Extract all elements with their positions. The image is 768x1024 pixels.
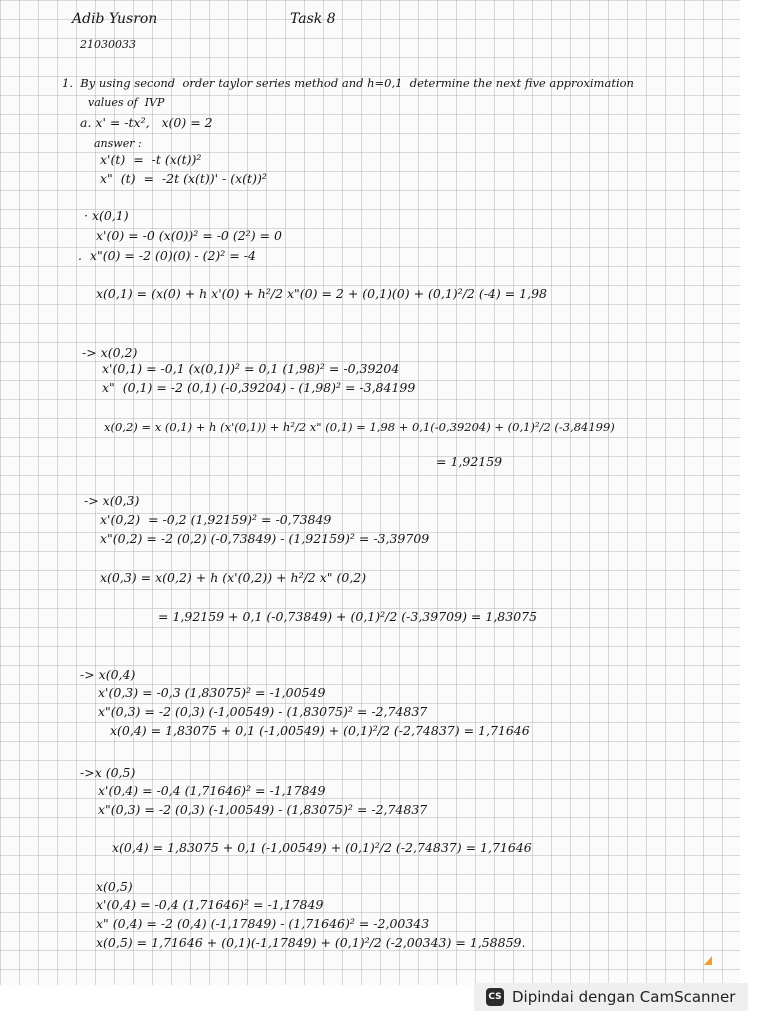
equation-line: x'(t) = -t (x(t))² bbox=[100, 152, 202, 167]
section-heading: · x(0,1) bbox=[84, 208, 129, 223]
equation-line: a. x' = -tx², x(0) = 2 bbox=[80, 115, 213, 130]
student-id: 21030033 bbox=[80, 38, 136, 51]
equation-line: x"(0,3) = -2 (0,3) (-1,00549) - (1,83075)² = -2,74837 bbox=[98, 704, 428, 719]
equation-line: x"(0,2) = -2 (0,2) (-0,73849) - (1,92159)² = -3,39709 bbox=[100, 531, 430, 546]
question-text: values of IVP bbox=[88, 96, 165, 109]
equation-line: x'(0,4) = -0,4 (1,71646)² = -1,17849 bbox=[98, 783, 326, 798]
watermark-label: Dipindai dengan CamScanner bbox=[512, 988, 736, 1006]
equation-line: x" (t) = -2t (x(t))' - (x(t))² bbox=[100, 171, 267, 186]
task-title: Task 8 bbox=[290, 11, 336, 27]
camscanner-icon: CS bbox=[486, 988, 504, 1006]
equation-line: x(0,4) = 1,83075 + 0,1 (-1,00549) + (0,1)²/2 (-2,74837) = 1,71646 bbox=[112, 840, 532, 855]
equation-line: x" (0,1) = -2 (0,1) (-0,39204) - (1,98)² = -3,84199 bbox=[102, 380, 416, 395]
equation-line: x(0,2) = x (0,1) + h (x'(0,1)) + h²/2 x" (0,1) = 1,98 + 0,1(-0,39204) + (0,1)²/2 (-3,84199) bbox=[104, 420, 615, 434]
author-name: Adib Yusron bbox=[72, 11, 158, 27]
section-heading: -> x(0,2) bbox=[82, 345, 138, 360]
equation-line: = 1,92159 + 0,1 (-0,73849) + (0,1)²/2 (-3,39709) = 1,83075 bbox=[158, 609, 538, 624]
equation-line: x" (0,4) = -2 (0,4) (-1,17849) - (1,71646)² = -2,00343 bbox=[96, 916, 430, 931]
equation-line: x'(0,4) = -0,4 (1,71646)² = -1,17849 bbox=[96, 897, 324, 912]
equation-line: x"(0,3) = -2 (0,3) (-1,00549) - (1,83075)² = -2,74837 bbox=[98, 802, 428, 817]
equation-line: . x"(0) = -2 (0)(0) - (2)² = -4 bbox=[78, 248, 256, 263]
question-text: 1. By using second order taylor series method and h=0,1 determine the next five approximation bbox=[62, 76, 634, 90]
section-heading: -> x(0,3) bbox=[84, 493, 140, 508]
equation-line: x(0,5) = 1,71646 + (0,1)(-1,17849) + (0,1)²/2 (-2,00343) = 1,58859. bbox=[96, 935, 526, 950]
equation-line: x'(0,3) = -0,3 (1,83075)² = -1,00549 bbox=[98, 685, 326, 700]
equation-line: x(0,3) = x(0,2) + h (x'(0,2)) + h²/2 x" (0,2) bbox=[100, 570, 367, 585]
page-corner-mark bbox=[704, 956, 712, 965]
answer-label: answer : bbox=[94, 137, 142, 150]
result-line: = 1,92159 bbox=[436, 454, 503, 469]
scanner-watermark bbox=[474, 983, 748, 1011]
equation-line: x'(0) = -0 (x(0))² = -0 (2²) = 0 bbox=[96, 228, 282, 243]
equation-line: x'(0,1) = -0,1 (x(0,1))² = 0,1 (1,98)² = -0,39204 bbox=[102, 361, 400, 376]
equation-line: x(0,4) = 1,83075 + 0,1 (-1,00549) + (0,1)²/2 (-2,74837) = 1,71646 bbox=[110, 723, 530, 738]
section-heading: -> x(0,4) bbox=[80, 667, 136, 682]
section-heading: ->x (0,5) bbox=[80, 765, 136, 780]
equation-line: x'(0,2) = -0,2 (1,92159)² = -0,73849 bbox=[100, 512, 332, 527]
section-heading: x(0,5) bbox=[96, 879, 133, 894]
equation-line: x(0,1) = (x(0) + h x'(0) + h²/2 x"(0) = 2 + (0,1)(0) + (0,1)²/2 (-4) = 1,98 bbox=[96, 286, 548, 301]
